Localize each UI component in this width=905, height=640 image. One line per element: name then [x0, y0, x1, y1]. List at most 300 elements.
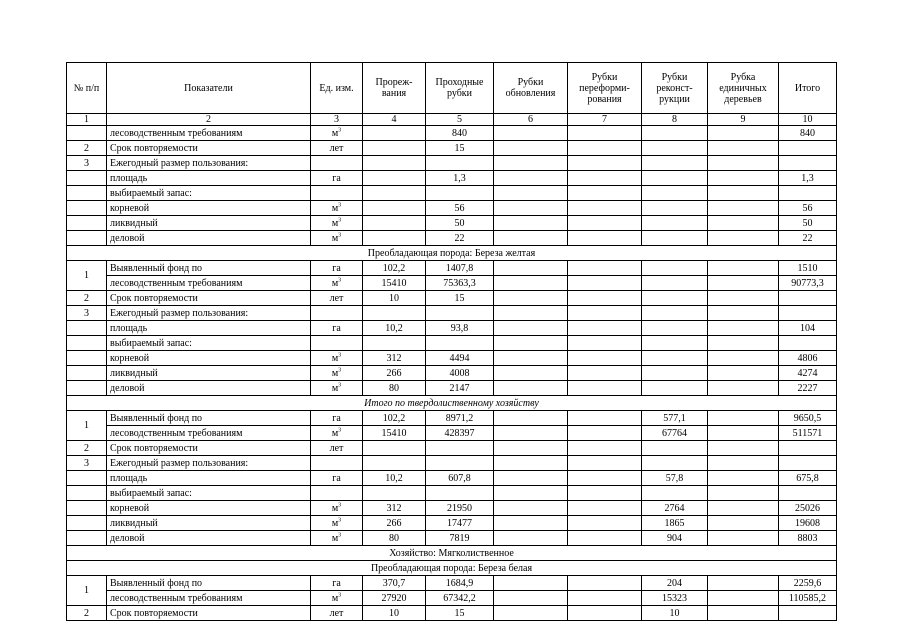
- reformation-cutting-cell: [568, 126, 642, 141]
- reconstruction-cutting-cell: 577,1: [642, 411, 708, 426]
- total-cell: 56: [779, 201, 837, 216]
- single-tree-cutting-cell: [708, 261, 779, 276]
- reconstruction-cutting-cell: 57,8: [642, 471, 708, 486]
- row-number: [67, 126, 107, 141]
- header-cell-indicator: Показатели: [107, 63, 311, 114]
- reconstruction-cutting-cell: [642, 141, 708, 156]
- total-cell: [779, 186, 837, 201]
- reconstruction-cutting-cell: [642, 306, 708, 321]
- reconstruction-cutting-cell: [642, 216, 708, 231]
- single-tree-cutting-cell: [708, 426, 779, 441]
- passage-cutting-cell: 840: [426, 126, 494, 141]
- renewal-cutting-cell: [494, 381, 568, 396]
- table-row: [67, 321, 837, 336]
- row-number: 2: [67, 441, 107, 456]
- reconstruction-cutting-cell: 10: [642, 606, 708, 621]
- reformation-cutting-cell: [568, 366, 642, 381]
- renewal-cutting-cell: [494, 366, 568, 381]
- passage-cutting-cell: [426, 336, 494, 351]
- table-row: [67, 531, 837, 546]
- single-tree-cutting-cell: [708, 186, 779, 201]
- total-cell: [779, 291, 837, 306]
- unit-cell: лет: [311, 141, 363, 156]
- total-cell: [779, 141, 837, 156]
- indicator-cell: Выявленный фонд по: [107, 576, 311, 591]
- thinning-cell: 102,2: [363, 411, 426, 426]
- renewal-cutting-cell: [494, 276, 568, 291]
- table-row: [67, 201, 837, 216]
- total-cell: [779, 156, 837, 171]
- single-tree-cutting-cell: [708, 201, 779, 216]
- renewal-cutting-cell: [494, 201, 568, 216]
- thinning-cell: [363, 306, 426, 321]
- reformation-cutting-cell: [568, 456, 642, 471]
- single-tree-cutting-cell: [708, 141, 779, 156]
- total-cell: 50: [779, 216, 837, 231]
- row-number: 1: [67, 576, 107, 606]
- single-tree-cutting-cell: [708, 336, 779, 351]
- table-row: [67, 501, 837, 516]
- reformation-cutting-cell: [568, 471, 642, 486]
- unit-label: м: [331, 128, 339, 139]
- reconstruction-cutting-cell: [642, 441, 708, 456]
- table-body: [67, 63, 837, 621]
- reconstruction-cutting-cell: [642, 381, 708, 396]
- unit-exponent: 3: [338, 517, 342, 524]
- single-tree-cutting-cell: [708, 321, 779, 336]
- total-cell: [779, 606, 837, 621]
- table-row: [67, 486, 837, 501]
- reconstruction-cutting-cell: [642, 366, 708, 381]
- table-row: [67, 156, 837, 171]
- reconstruction-cutting-cell: 1865: [642, 516, 708, 531]
- total-cell: [779, 486, 837, 501]
- passage-cutting-cell: 428397: [426, 426, 494, 441]
- single-tree-cutting-cell: [708, 351, 779, 366]
- renewal-cutting-cell: [494, 411, 568, 426]
- row-number: [67, 171, 107, 186]
- unit-cell: [311, 381, 363, 396]
- unit-exponent: 3: [338, 532, 342, 539]
- unit-exponent: 3: [338, 232, 342, 239]
- unit-exponent: 3: [338, 277, 342, 284]
- single-tree-cutting-cell: [708, 171, 779, 186]
- total-cell: 104: [779, 321, 837, 336]
- reconstruction-cutting-cell: 904: [642, 531, 708, 546]
- indicator-cell: площадь: [107, 171, 311, 186]
- thinning-cell: 10: [363, 291, 426, 306]
- passage-cutting-cell: 93,8: [426, 321, 494, 336]
- indicator-cell: Ежегодный размер пользования:: [107, 156, 311, 171]
- table-row: [67, 456, 837, 471]
- passage-cutting-cell: 56: [426, 201, 494, 216]
- header-cell-thinning: Прореж-вания: [363, 63, 426, 114]
- table-row: [67, 216, 837, 231]
- reformation-cutting-cell: [568, 216, 642, 231]
- total-cell: 22: [779, 231, 837, 246]
- renewal-cutting-cell: [494, 321, 568, 336]
- indicator-cell: деловой: [107, 531, 311, 546]
- thinning-cell: 370,7: [363, 576, 426, 591]
- row-number: 2: [67, 606, 107, 621]
- column-number: 5: [426, 114, 494, 126]
- unit-label: м: [331, 233, 339, 244]
- single-tree-cutting-cell: [708, 531, 779, 546]
- passage-cutting-cell: 2147: [426, 381, 494, 396]
- section-title: Преобладающая порода: Береза белая: [67, 561, 837, 576]
- header-cell-passage-cutting: Проходные рубки: [426, 63, 494, 114]
- column-number: 10: [779, 114, 837, 126]
- unit-cell: лет: [311, 441, 363, 456]
- row-number: [67, 186, 107, 201]
- indicator-cell: Срок повторяемости: [107, 291, 311, 306]
- passage-cutting-cell: 8971,2: [426, 411, 494, 426]
- section-row: [67, 246, 837, 261]
- row-number: [67, 336, 107, 351]
- unit-cell: [311, 486, 363, 501]
- reformation-cutting-cell: [568, 291, 642, 306]
- table-row: [67, 126, 837, 141]
- row-number: [67, 351, 107, 366]
- reformation-cutting-cell: [568, 531, 642, 546]
- unit-label: м: [331, 593, 339, 604]
- thinning-cell: 80: [363, 531, 426, 546]
- reformation-cutting-cell: [568, 516, 642, 531]
- renewal-cutting-cell: [494, 441, 568, 456]
- renewal-cutting-cell: [494, 501, 568, 516]
- unit-label: м: [331, 218, 339, 229]
- reconstruction-cutting-cell: [642, 351, 708, 366]
- reformation-cutting-cell: [568, 426, 642, 441]
- thinning-cell: [363, 201, 426, 216]
- indicator-cell: выбираемый запас:: [107, 486, 311, 501]
- indicator-cell: Срок повторяемости: [107, 141, 311, 156]
- indicator-cell: Выявленный фонд по: [107, 261, 311, 276]
- indicator-cell: корневой: [107, 351, 311, 366]
- row-number: [67, 201, 107, 216]
- reconstruction-cutting-cell: [642, 231, 708, 246]
- single-tree-cutting-cell: [708, 516, 779, 531]
- column-number: 6: [494, 114, 568, 126]
- reformation-cutting-cell: [568, 171, 642, 186]
- section-row: [67, 546, 837, 561]
- indicator-cell: Ежегодный размер пользования:: [107, 456, 311, 471]
- thinning-cell: [363, 186, 426, 201]
- reconstruction-cutting-cell: 2764: [642, 501, 708, 516]
- unit-cell: [311, 456, 363, 471]
- header-cell-single-tree-cutting: Рубка единичных деревьев: [708, 63, 779, 114]
- renewal-cutting-cell: [494, 171, 568, 186]
- renewal-cutting-cell: [494, 156, 568, 171]
- row-number: [67, 216, 107, 231]
- thinning-cell: [363, 336, 426, 351]
- passage-cutting-cell: 15: [426, 606, 494, 621]
- column-number: 7: [568, 114, 642, 126]
- total-cell: [779, 441, 837, 456]
- passage-cutting-cell: 4494: [426, 351, 494, 366]
- table-row: [67, 411, 837, 426]
- row-number: 1: [67, 261, 107, 291]
- passage-cutting-cell: [426, 486, 494, 501]
- indicator-cell: лесоводственным требованиям: [107, 126, 311, 141]
- unit-cell: [311, 231, 363, 246]
- passage-cutting-cell: 50: [426, 216, 494, 231]
- indicator-cell: ликвидный: [107, 516, 311, 531]
- reformation-cutting-cell: [568, 591, 642, 606]
- header-row: [67, 63, 837, 114]
- renewal-cutting-cell: [494, 141, 568, 156]
- reconstruction-cutting-cell: [642, 156, 708, 171]
- single-tree-cutting-cell: [708, 441, 779, 456]
- table-row: [67, 231, 837, 246]
- indicator-cell: выбираемый запас:: [107, 186, 311, 201]
- table-row: [67, 186, 837, 201]
- table-row: [67, 336, 837, 351]
- unit-label: м: [331, 368, 339, 379]
- table-row: [67, 276, 837, 291]
- unit-exponent: 3: [338, 217, 342, 224]
- row-number: [67, 321, 107, 336]
- passage-cutting-cell: 1,3: [426, 171, 494, 186]
- thinning-cell: 312: [363, 501, 426, 516]
- total-cell: 1,3: [779, 171, 837, 186]
- indicator-cell: Выявленный фонд по: [107, 411, 311, 426]
- renewal-cutting-cell: [494, 516, 568, 531]
- table-row: [67, 306, 837, 321]
- unit-label: м: [331, 383, 339, 394]
- table-row: [67, 576, 837, 591]
- reformation-cutting-cell: [568, 351, 642, 366]
- total-cell: 511571: [779, 426, 837, 441]
- table-row: [67, 471, 837, 486]
- passage-cutting-cell: [426, 156, 494, 171]
- unit-cell: га: [311, 576, 363, 591]
- renewal-cutting-cell: [494, 351, 568, 366]
- reconstruction-cutting-cell: [642, 486, 708, 501]
- reconstruction-cutting-cell: [642, 276, 708, 291]
- indicator-cell: выбираемый запас:: [107, 336, 311, 351]
- header-cell-number: № п/п: [67, 63, 107, 114]
- renewal-cutting-cell: [494, 126, 568, 141]
- unit-cell: [311, 276, 363, 291]
- single-tree-cutting-cell: [708, 366, 779, 381]
- thinning-cell: [363, 171, 426, 186]
- table-row: [67, 171, 837, 186]
- unit-exponent: 3: [338, 502, 342, 509]
- table-row: [67, 441, 837, 456]
- renewal-cutting-cell: [494, 186, 568, 201]
- unit-cell: [311, 516, 363, 531]
- unit-cell: [311, 156, 363, 171]
- section-title: Итого по твердолиственному хозяйству: [67, 396, 837, 411]
- thinning-cell: [363, 126, 426, 141]
- single-tree-cutting-cell: [708, 291, 779, 306]
- unit-cell: [311, 216, 363, 231]
- renewal-cutting-cell: [494, 591, 568, 606]
- unit-exponent: 3: [338, 352, 342, 359]
- total-cell: [779, 456, 837, 471]
- indicator-cell: лесоводственным требованиям: [107, 276, 311, 291]
- indicator-cell: Срок повторяемости: [107, 441, 311, 456]
- unit-cell: га: [311, 171, 363, 186]
- unit-cell: лет: [311, 606, 363, 621]
- total-cell: 840: [779, 126, 837, 141]
- passage-cutting-cell: 15: [426, 141, 494, 156]
- passage-cutting-cell: 4008: [426, 366, 494, 381]
- renewal-cutting-cell: [494, 606, 568, 621]
- unit-cell: [311, 351, 363, 366]
- thinning-cell: [363, 216, 426, 231]
- total-cell: 1510: [779, 261, 837, 276]
- single-tree-cutting-cell: [708, 126, 779, 141]
- reconstruction-cutting-cell: [642, 336, 708, 351]
- header-cell-total: Итого: [779, 63, 837, 114]
- thinning-cell: [363, 456, 426, 471]
- column-number: 9: [708, 114, 779, 126]
- total-cell: [779, 306, 837, 321]
- table-row: [67, 261, 837, 276]
- unit-label: м: [331, 428, 339, 439]
- header-cell-reconstruction-cutting: Рубки реконст-рукции: [642, 63, 708, 114]
- passage-cutting-cell: 21950: [426, 501, 494, 516]
- reconstruction-cutting-cell: [642, 201, 708, 216]
- table-row: [67, 591, 837, 606]
- thinning-cell: [363, 231, 426, 246]
- unit-exponent: 3: [338, 382, 342, 389]
- reformation-cutting-cell: [568, 321, 642, 336]
- unit-cell: [311, 186, 363, 201]
- row-number: [67, 501, 107, 516]
- renewal-cutting-cell: [494, 291, 568, 306]
- indicator-cell: площадь: [107, 321, 311, 336]
- renewal-cutting-cell: [494, 471, 568, 486]
- total-cell: 2259,6: [779, 576, 837, 591]
- thinning-cell: [363, 141, 426, 156]
- reconstruction-cutting-cell: [642, 456, 708, 471]
- thinning-cell: 10: [363, 606, 426, 621]
- indicator-cell: Срок повторяемости: [107, 606, 311, 621]
- indicator-cell: ликвидный: [107, 216, 311, 231]
- passage-cutting-cell: 17477: [426, 516, 494, 531]
- thinning-cell: [363, 486, 426, 501]
- total-cell: 675,8: [779, 471, 837, 486]
- single-tree-cutting-cell: [708, 576, 779, 591]
- reformation-cutting-cell: [568, 141, 642, 156]
- total-cell: [779, 336, 837, 351]
- column-number: 4: [363, 114, 426, 126]
- row-number: [67, 531, 107, 546]
- row-number: 2: [67, 141, 107, 156]
- unit-cell: га: [311, 261, 363, 276]
- column-number: 8: [642, 114, 708, 126]
- header-cell-reformation-cutting: Рубки переформи-рования: [568, 63, 642, 114]
- total-cell: 4274: [779, 366, 837, 381]
- table-row: [67, 291, 837, 306]
- thinning-cell: [363, 156, 426, 171]
- reconstruction-cutting-cell: [642, 321, 708, 336]
- table-row: [67, 381, 837, 396]
- unit-cell: [311, 591, 363, 606]
- reformation-cutting-cell: [568, 576, 642, 591]
- unit-cell: га: [311, 411, 363, 426]
- row-number: [67, 486, 107, 501]
- column-number: 3: [311, 114, 363, 126]
- thinning-cell: 80: [363, 381, 426, 396]
- total-cell: 8803: [779, 531, 837, 546]
- row-number: 1: [67, 411, 107, 441]
- thinning-cell: 10,2: [363, 321, 426, 336]
- reconstruction-cutting-cell: 15323: [642, 591, 708, 606]
- total-cell: 90773,3: [779, 276, 837, 291]
- unit-label: м: [331, 518, 339, 529]
- renewal-cutting-cell: [494, 306, 568, 321]
- single-tree-cutting-cell: [708, 456, 779, 471]
- total-cell: 9650,5: [779, 411, 837, 426]
- row-number: 3: [67, 306, 107, 321]
- renewal-cutting-cell: [494, 531, 568, 546]
- unit-cell: [311, 306, 363, 321]
- table-row: [67, 366, 837, 381]
- unit-cell: [311, 366, 363, 381]
- single-tree-cutting-cell: [708, 471, 779, 486]
- row-number: 2: [67, 291, 107, 306]
- reformation-cutting-cell: [568, 441, 642, 456]
- thinning-cell: 10,2: [363, 471, 426, 486]
- passage-cutting-cell: [426, 186, 494, 201]
- reformation-cutting-cell: [568, 606, 642, 621]
- renewal-cutting-cell: [494, 576, 568, 591]
- indicator-cell: лесоводственным требованиям: [107, 591, 311, 606]
- single-tree-cutting-cell: [708, 591, 779, 606]
- passage-cutting-cell: 1684,9: [426, 576, 494, 591]
- reformation-cutting-cell: [568, 186, 642, 201]
- unit-cell: [311, 501, 363, 516]
- renewal-cutting-cell: [494, 486, 568, 501]
- unit-cell: [311, 201, 363, 216]
- row-number: 3: [67, 456, 107, 471]
- row-number: [67, 381, 107, 396]
- row-number: [67, 366, 107, 381]
- section-title: Преобладающая порода: Береза желтая: [67, 246, 837, 261]
- reformation-cutting-cell: [568, 411, 642, 426]
- renewal-cutting-cell: [494, 261, 568, 276]
- single-tree-cutting-cell: [708, 606, 779, 621]
- column-number: 1: [67, 114, 107, 126]
- row-number: [67, 516, 107, 531]
- unit-cell: лет: [311, 291, 363, 306]
- unit-label: м: [331, 203, 339, 214]
- single-tree-cutting-cell: [708, 381, 779, 396]
- section-row: [67, 561, 837, 576]
- passage-cutting-cell: 22: [426, 231, 494, 246]
- indicator-cell: Ежегодный размер пользования:: [107, 306, 311, 321]
- indicator-cell: деловой: [107, 381, 311, 396]
- unit-exponent: 3: [338, 127, 342, 134]
- passage-cutting-cell: 1407,8: [426, 261, 494, 276]
- row-number: 3: [67, 156, 107, 171]
- indicator-cell: корневой: [107, 201, 311, 216]
- total-cell: 19608: [779, 516, 837, 531]
- reconstruction-cutting-cell: [642, 186, 708, 201]
- passage-cutting-cell: [426, 441, 494, 456]
- table-row: [67, 516, 837, 531]
- single-tree-cutting-cell: [708, 486, 779, 501]
- indicator-cell: ликвидный: [107, 366, 311, 381]
- passage-cutting-cell: 75363,3: [426, 276, 494, 291]
- reformation-cutting-cell: [568, 201, 642, 216]
- thinning-cell: 312: [363, 351, 426, 366]
- unit-label: м: [331, 353, 339, 364]
